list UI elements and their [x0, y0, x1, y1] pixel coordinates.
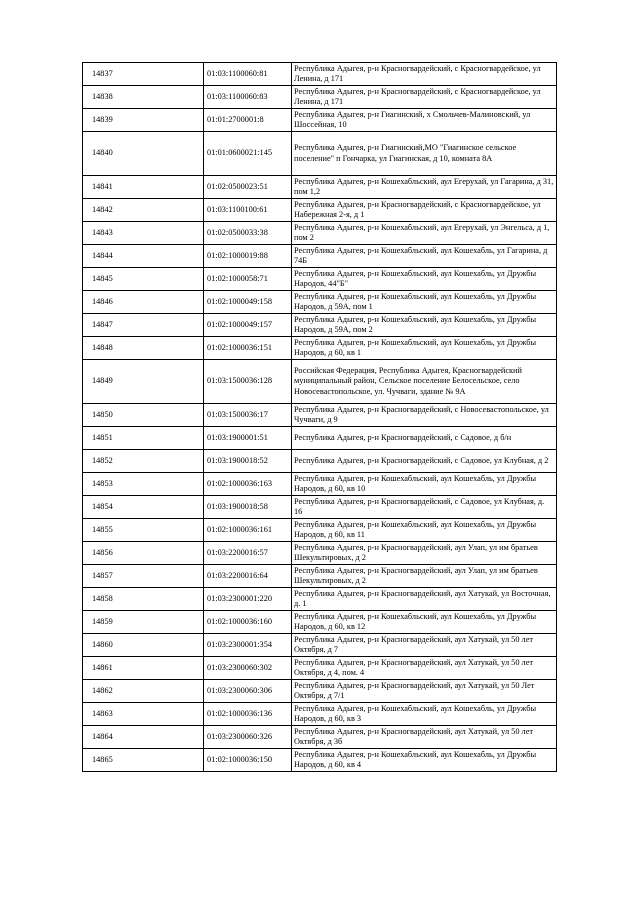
address-cell: Республика Адыгея, р-н Красногвардейский, с Садовое, д б/н: [292, 427, 557, 450]
registry-table-body: [83, 63, 557, 772]
address-cell: Республика Адыгея, р-н Кошехабльский, аул Кошехабль, ул Дружбы Народов, д 59А, пом 2: [292, 314, 557, 337]
cadastral-number-cell: 01:01:2700001:8: [204, 109, 292, 132]
cadastral-number-cell: 01:03:2300060:302: [204, 657, 292, 680]
table-row: [83, 611, 557, 634]
address-cell: Республика Адыгея, р-н Кошехабльский, аул Егерухай, ул Гагарина, д 31, пом 1,2: [292, 176, 557, 199]
cadastral-number-cell: 01:02:1000036:160: [204, 611, 292, 634]
row-number-cell: 14849: [83, 360, 204, 404]
address-cell: Республика Адыгея, р-н Красногвардейский, с Красногвардейское, ул Ленина, д 171: [292, 63, 557, 86]
table-row: [83, 450, 557, 473]
table-row: [83, 657, 557, 680]
table-row: [83, 404, 557, 427]
table-row: [83, 337, 557, 360]
table-row: [83, 703, 557, 726]
cadastral-number-cell: 01:03:1100060:81: [204, 63, 292, 86]
address-cell: Республика Адыгея, р-н Красногвардейский, аул Хатукай, ул 50 лет Октября, д 7: [292, 634, 557, 657]
address-cell: Республика Адыгея, р-н Кошехабльский, аул Кошехабль, ул Дружбы Народов, д 60, кв 12: [292, 611, 557, 634]
cadastral-number-cell: 01:03:1100100:61: [204, 199, 292, 222]
row-number-cell: 14860: [83, 634, 204, 657]
row-number-cell: 14864: [83, 726, 204, 749]
address-cell: Республика Адыгея, р-н Кошехабльский, аул Кошехабль, ул Дружбы Народов, д 60, кв 10: [292, 473, 557, 496]
row-number-cell: 14851: [83, 427, 204, 450]
table-row: [83, 360, 557, 404]
table-row: [83, 314, 557, 337]
row-number-cell: 14854: [83, 496, 204, 519]
document-page: [82, 62, 556, 772]
row-number-cell: 14862: [83, 680, 204, 703]
table-row: [83, 726, 557, 749]
cadastral-number-cell: 01:03:2300001:220: [204, 588, 292, 611]
table-row: [83, 634, 557, 657]
row-number-cell: 14838: [83, 86, 204, 109]
address-cell: Республика Адыгея, р-н Красногвардейский, с Красногвардейское, ул Ленина, д 171: [292, 86, 557, 109]
address-cell: Российская Федерация, Республика Адыгея, Красногвардейский муниципальный район, Сельское поселение Белосельское, село Новосевастопольское, ул. Чучваги, здание № 9А: [292, 360, 557, 404]
cadastral-number-cell: 01:02:1000036:150: [204, 749, 292, 772]
row-number-cell: 14853: [83, 473, 204, 496]
address-cell: Республика Адыгея, р-н Красногвардейский, с Садовое, ул Клубная, д 2: [292, 450, 557, 473]
cadastral-number-cell: 01:01:0600021:145: [204, 132, 292, 176]
cadastral-number-cell: 01:03:2200016:57: [204, 542, 292, 565]
cadastral-number-cell: 01:02:1000036:163: [204, 473, 292, 496]
row-number-cell: 14850: [83, 404, 204, 427]
row-number-cell: 14863: [83, 703, 204, 726]
cadastral-number-cell: 01:03:1900018:58: [204, 496, 292, 519]
row-number-cell: 14852: [83, 450, 204, 473]
table-row: [83, 588, 557, 611]
table-row: [83, 222, 557, 245]
cadastral-number-cell: 01:03:1500036:17: [204, 404, 292, 427]
row-number-cell: 14861: [83, 657, 204, 680]
cadastral-number-cell: 01:03:2300060:306: [204, 680, 292, 703]
cadastral-number-cell: 01:03:2200016:64: [204, 565, 292, 588]
address-cell: Республика Адыгея, р-н Красногвардейский, с Новосевастопольское, ул Чучваги, д 9: [292, 404, 557, 427]
row-number-cell: 14865: [83, 749, 204, 772]
cadastral-number-cell: 01:02:1000036:151: [204, 337, 292, 360]
row-number-cell: 14843: [83, 222, 204, 245]
address-cell: Республика Адыгея, р-н Кошехабльский, аул Кошехабль, ул Дружбы Народов, д 59А, пом 1: [292, 291, 557, 314]
cadastral-number-cell: 01:03:1900018:52: [204, 450, 292, 473]
table-row: [83, 86, 557, 109]
cadastral-number-cell: 01:02:1000049:158: [204, 291, 292, 314]
table-row: [83, 542, 557, 565]
registry-table: [82, 62, 557, 772]
table-row: [83, 680, 557, 703]
row-number-cell: 14856: [83, 542, 204, 565]
address-cell: Республика Адыгея, р-н Кошехабльский, аул Кошехабль, ул Дружбы Народов, д 60, кв 11: [292, 519, 557, 542]
table-row: [83, 473, 557, 496]
row-number-cell: 14837: [83, 63, 204, 86]
row-number-cell: 14839: [83, 109, 204, 132]
table-row: [83, 109, 557, 132]
address-cell: Республика Адыгея, р-н Кошехабльский, аул Кошехабль, ул Дружбы Народов, д 60, кв 3: [292, 703, 557, 726]
table-row: [83, 496, 557, 519]
table-row: [83, 63, 557, 86]
address-cell: Республика Адыгея, р-н Красногвардейский, аул Хатукай, ул Восточная, д. 1: [292, 588, 557, 611]
row-number-cell: 14840: [83, 132, 204, 176]
row-number-cell: 14857: [83, 565, 204, 588]
cadastral-number-cell: 01:02:1000036:161: [204, 519, 292, 542]
address-cell: Республика Адыгея, р-н Кошехабльский, аул Кошехабль, ул Дружбы Народов, 44"Б": [292, 268, 557, 291]
row-number-cell: 14845: [83, 268, 204, 291]
table-row: [83, 132, 557, 176]
cadastral-number-cell: 01:03:1100060:83: [204, 86, 292, 109]
cadastral-number-cell: 01:02:0500033:38: [204, 222, 292, 245]
address-cell: Республика Адыгея, р-н Кошехабльский, аул Егерухай, ул Энгельса, д 1, пом 2: [292, 222, 557, 245]
address-cell: Республика Адыгея, р-н Кошехабльский, аул Кошехабль, ул Дружбы Народов, д 60, кв 1: [292, 337, 557, 360]
table-row: [83, 749, 557, 772]
row-number-cell: 14846: [83, 291, 204, 314]
address-cell: Республика Адыгея, р-н Красногвардейский, аул Улап, ул им братьев Шекультировых, д 2: [292, 542, 557, 565]
table-row: [83, 199, 557, 222]
table-row: [83, 565, 557, 588]
address-cell: Республика Адыгея, р-н Гиагинский, х Смольчев-Малиновский, ул Шоссейная, 10: [292, 109, 557, 132]
cadastral-number-cell: 01:02:1000049:157: [204, 314, 292, 337]
address-cell: Республика Адыгея, р-н Красногвардейский, аул Хатукай, ул 50 лет Октября, д 4, пом. 4: [292, 657, 557, 680]
table-row: [83, 245, 557, 268]
address-cell: Республика Адыгея, р-н Кошехабльский, аул Кошехабль, ул Гагарина, д 74Б: [292, 245, 557, 268]
address-cell: Республика Адыгея, р-н Красногвардейский, аул Хатукай, ул 50 Лет Октября, д 7/1: [292, 680, 557, 703]
cadastral-number-cell: 01:02:0500023:51: [204, 176, 292, 199]
address-cell: Республика Адыгея, р-н Гиагинский,МО "Гиагинское сельское поселение" п Гончарка, ул Гиагинская, д 10, комната 8А: [292, 132, 557, 176]
address-cell: Республика Адыгея, р-н Красногвардейский, с Красногвардейское, ул Набережная 2-я, д 1: [292, 199, 557, 222]
row-number-cell: 14844: [83, 245, 204, 268]
address-cell: Республика Адыгея, р-н Красногвардейский, аул Улап, ул им братьев Шекультировых, д 2: [292, 565, 557, 588]
cadastral-number-cell: 01:03:1900001:51: [204, 427, 292, 450]
table-row: [83, 291, 557, 314]
table-row: [83, 519, 557, 542]
address-cell: Республика Адыгея, р-н Красногвардейский, аул Хатукай, ул 50 лет Октября, д 3б: [292, 726, 557, 749]
row-number-cell: 14842: [83, 199, 204, 222]
row-number-cell: 14855: [83, 519, 204, 542]
address-cell: Республика Адыгея, р-н Красногвардейский, с Садовое, ул Клубная, д. 16: [292, 496, 557, 519]
cadastral-number-cell: 01:02:1000019:88: [204, 245, 292, 268]
row-number-cell: 14848: [83, 337, 204, 360]
row-number-cell: 14858: [83, 588, 204, 611]
row-number-cell: 14847: [83, 314, 204, 337]
cadastral-number-cell: 01:03:1500036:128: [204, 360, 292, 404]
cadastral-number-cell: 01:02:1000058:71: [204, 268, 292, 291]
row-number-cell: 14841: [83, 176, 204, 199]
cadastral-number-cell: 01:02:1000036:136: [204, 703, 292, 726]
row-number-cell: 14859: [83, 611, 204, 634]
cadastral-number-cell: 01:03:2300001:354: [204, 634, 292, 657]
cadastral-number-cell: 01:03:2300060:326: [204, 726, 292, 749]
address-cell: Республика Адыгея, р-н Кошехабльский, аул Кошехабль, ул Дружбы Народов, д 60, кв 4: [292, 749, 557, 772]
table-row: [83, 268, 557, 291]
table-row: [83, 176, 557, 199]
table-row: [83, 427, 557, 450]
